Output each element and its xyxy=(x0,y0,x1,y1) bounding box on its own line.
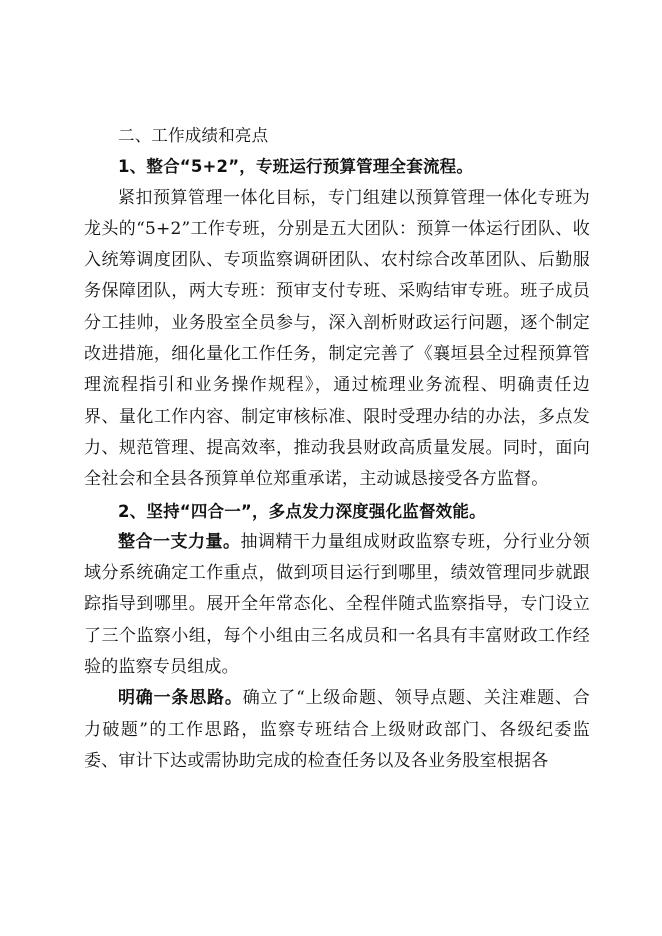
item2-paragraph-a-lead: 整合一支力量。 xyxy=(118,531,241,552)
item2-paragraph-b xyxy=(84,683,590,777)
item2-paragraph-b-lead: 明确一条思路。 xyxy=(118,688,243,709)
item2-paragraph-b-body: 确立了“上级命题、领导点题、关注难题、合力破题”的工作思路，监察专班结合上级财政部门、各级纪委监委、审计下达或需协助完成的检查任务以及各业务股室根据各 xyxy=(84,688,590,771)
document-body xyxy=(84,120,590,777)
item2-paragraph-a-body: 抽调精干力量组成财政监察专班，分行业分领域分系统确定工作重点，做到项目运行到哪里，绩效管理同步就跟踪指导到哪里。展开全年常态化、全程伴随式监察指导，专门设立了三个监察小组，每个小组由三名成员和一名具有丰富财政工作经验的监察专员组成。 xyxy=(84,531,591,678)
item1-heading: 1、整合“5+2”，专班运行预算管理全套流程。 xyxy=(118,157,474,177)
section-heading: 二、工作成绩和亮点 xyxy=(118,126,269,145)
item2-paragraph-a xyxy=(84,527,590,683)
item1-paragraph: 紧扣预算管理一体化目标，专门组建以预算管理一体化专班为龙头的“5+2”工作专班，分别是五大团队：预算一体运行团队、收入统筹调度团队、专项监察调研团队、农村综合改革团队、后勤服务保障团队，两大专班：预审支付专班、采购结审专班。班子成员分工挂帅，业务股室全员参与，深入剖析财政运行问题，逐个制定改进措施，细化量化工作任务，制定完善了《襄垣县全过程预算管理流程指引和业务操作规程》，通过梳理业务流程、明确责任边界、量化工作内容、制定审核标准、限时受理办结的办法，多点发力、规范管理、提高效率，推动我县财政高质量发展。同时，面向全社会和全县各预算单位郑重承诺，主动诚恳接受各方监督。 xyxy=(84,187,590,490)
item2-heading: 2、坚持“四合一”，多点发力深度强化监督效能。 xyxy=(118,501,486,521)
